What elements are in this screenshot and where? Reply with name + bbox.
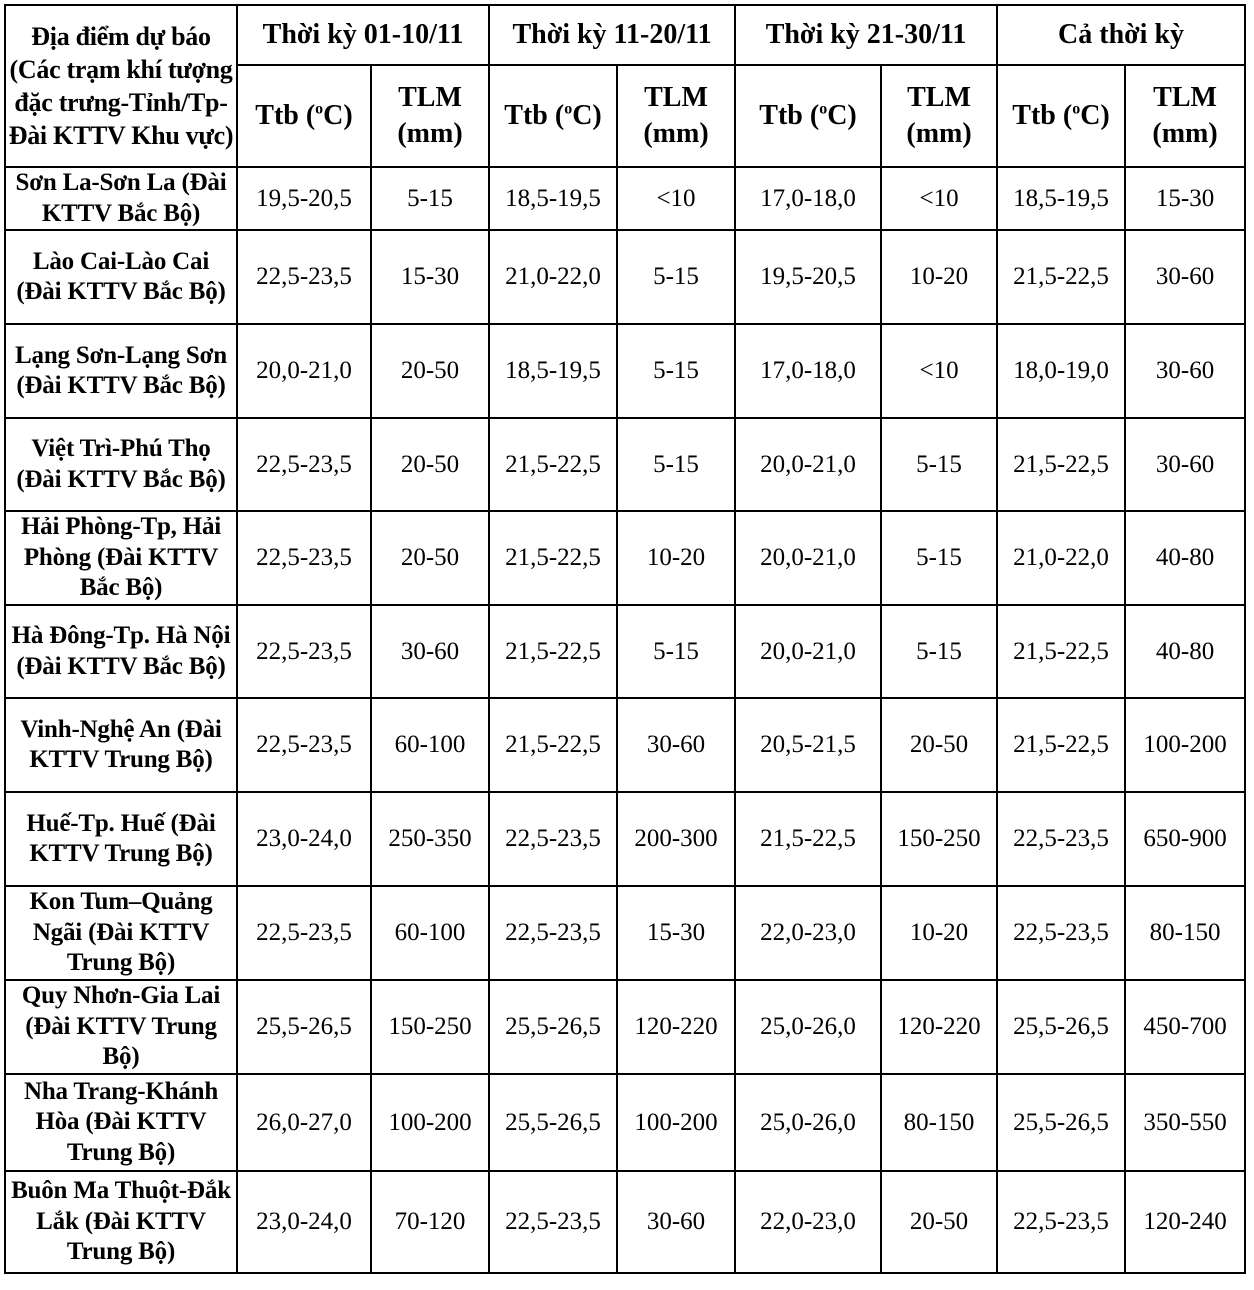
tlm-cell: 250-350 <box>371 792 489 886</box>
location-column-header: Địa điểm dự báo (Các trạm khí tượng đặc trưng-Tỉnh/Tp-Đài KTTV Khu vực) <box>5 5 237 167</box>
location-cell: Buôn Ma Thuột-Đắk Lắk (Đài KTTV Trung Bộ) <box>5 1171 237 1273</box>
table-header <box>5 5 1245 167</box>
tlm-cell: <10 <box>881 167 997 230</box>
tlm-cell: 15-30 <box>617 886 735 980</box>
ttb-cell: 18,5-19,5 <box>997 167 1125 230</box>
tlm-cell: 350-550 <box>1125 1074 1245 1171</box>
ttb-cell: 20,0-21,0 <box>735 511 881 605</box>
ttb-cell: 20,0-21,0 <box>735 418 881 511</box>
ttb-cell: 25,5-26,5 <box>997 1074 1125 1171</box>
ttb-cell: 19,5-20,5 <box>237 167 371 230</box>
tlm-cell: 100-200 <box>617 1074 735 1171</box>
table-body <box>5 167 1245 1273</box>
tlm-cell: 5-15 <box>881 418 997 511</box>
tlm-cell: 5-15 <box>881 511 997 605</box>
location-cell: Kon Tum–Quảng Ngãi (Đài KTTV Trung Bộ) <box>5 886 237 980</box>
ttb-column-header-period-3: Ttb ($^o$C) <box>735 65 881 167</box>
ttb-cell: 18,5-19,5 <box>489 167 617 230</box>
tlm-cell: 5-15 <box>617 324 735 418</box>
tlm-cell: 150-250 <box>881 792 997 886</box>
location-cell: Việt Trì-Phú Thọ (Đài KTTV Bắc Bộ) <box>5 418 237 511</box>
ttb-cell: 25,5-26,5 <box>489 980 617 1074</box>
location-cell: Huế-Tp. Huế (Đài KTTV Trung Bộ) <box>5 792 237 886</box>
period-header-2: Thời kỳ 11-20/11 <box>489 5 735 65</box>
table-row <box>5 980 1245 1074</box>
tlm-cell: 80-150 <box>1125 886 1245 980</box>
location-cell: Lào Cai-Lào Cai (Đài KTTV Bắc Bộ) <box>5 230 237 324</box>
table-row <box>5 324 1245 418</box>
tlm-cell: 100-200 <box>371 1074 489 1171</box>
table-row <box>5 1074 1245 1171</box>
location-cell: Sơn La-Sơn La (Đài KTTV Bắc Bộ) <box>5 167 237 230</box>
tlm-cell: 120-240 <box>1125 1171 1245 1273</box>
location-cell: Nha Trang-Khánh Hòa (Đài KTTV Trung Bộ) <box>5 1074 237 1171</box>
ttb-cell: 18,0-19,0 <box>997 324 1125 418</box>
ttb-cell: 26,0-27,0 <box>237 1074 371 1171</box>
ttb-cell: 21,0-22,0 <box>489 230 617 324</box>
tlm-column-header-period-3: TLM (mm) <box>881 65 997 167</box>
tlm-cell: 15-30 <box>371 230 489 324</box>
ttb-cell: 25,5-26,5 <box>237 980 371 1074</box>
tlm-cell: 5-15 <box>371 167 489 230</box>
ttb-cell: 22,5-23,5 <box>997 792 1125 886</box>
table-row <box>5 886 1245 980</box>
tlm-cell: 5-15 <box>881 605 997 698</box>
ttb-cell: 18,5-19,5 <box>489 324 617 418</box>
tlm-cell: <10 <box>881 324 997 418</box>
ttb-cell: 22,5-23,5 <box>489 886 617 980</box>
ttb-cell: 22,5-23,5 <box>489 1171 617 1273</box>
location-cell: Hà Đông-Tp. Hà Nội (Đài KTTV Bắc Bộ) <box>5 605 237 698</box>
ttb-cell: 25,0-26,0 <box>735 980 881 1074</box>
tlm-cell: 30-60 <box>371 605 489 698</box>
ttb-cell: 21,5-22,5 <box>997 418 1125 511</box>
period-header-3: Thời kỳ 21-30/11 <box>735 5 997 65</box>
tlm-cell: 20-50 <box>881 1171 997 1273</box>
ttb-cell: 20,0-21,0 <box>735 605 881 698</box>
ttb-cell: 22,5-23,5 <box>237 230 371 324</box>
ttb-cell: 22,5-23,5 <box>237 511 371 605</box>
tlm-cell: 60-100 <box>371 698 489 792</box>
location-cell: Hải Phòng-Tp, Hải Phòng (Đài KTTV Bắc Bộ) <box>5 511 237 605</box>
tlm-cell: 450-700 <box>1125 980 1245 1074</box>
table-row <box>5 792 1245 886</box>
ttb-cell: 22,0-23,0 <box>735 1171 881 1273</box>
tlm-cell: 10-20 <box>881 230 997 324</box>
ttb-cell: 20,5-21,5 <box>735 698 881 792</box>
table-row <box>5 230 1245 324</box>
ttb-column-header-period-2: Ttb ($^o$C) <box>489 65 617 167</box>
tlm-cell: 10-20 <box>617 511 735 605</box>
tlm-cell: 650-900 <box>1125 792 1245 886</box>
ttb-cell: 25,5-26,5 <box>489 1074 617 1171</box>
ttb-cell: 22,5-23,5 <box>237 698 371 792</box>
location-cell: Lạng Sơn-Lạng Sơn (Đài KTTV Bắc Bộ) <box>5 324 237 418</box>
ttb-cell: 22,5-23,5 <box>237 605 371 698</box>
tlm-cell: 20-50 <box>881 698 997 792</box>
ttb-cell: 22,5-23,5 <box>489 792 617 886</box>
tlm-cell: 40-80 <box>1125 511 1245 605</box>
table-row <box>5 605 1245 698</box>
ttb-cell: 22,5-23,5 <box>997 1171 1125 1273</box>
ttb-cell: 22,0-23,0 <box>735 886 881 980</box>
ttb-cell: 21,5-22,5 <box>997 230 1125 324</box>
ttb-cell: 19,5-20,5 <box>735 230 881 324</box>
tlm-cell: 150-250 <box>371 980 489 1074</box>
table-row <box>5 418 1245 511</box>
ttb-cell: 21,5-22,5 <box>489 511 617 605</box>
ttb-cell: 21,5-22,5 <box>997 698 1125 792</box>
tlm-cell: 120-220 <box>617 980 735 1074</box>
table-row <box>5 698 1245 792</box>
tlm-cell: <10 <box>617 167 735 230</box>
ttb-cell: 17,0-18,0 <box>735 324 881 418</box>
ttb-cell: 21,5-22,5 <box>489 418 617 511</box>
tlm-cell: 30-60 <box>617 698 735 792</box>
tlm-cell: 120-220 <box>881 980 997 1074</box>
ttb-cell: 17,0-18,0 <box>735 167 881 230</box>
ttb-cell: 23,0-24,0 <box>237 1171 371 1273</box>
tlm-cell: 10-20 <box>881 886 997 980</box>
tlm-cell: 5-15 <box>617 230 735 324</box>
tlm-cell: 200-300 <box>617 792 735 886</box>
tlm-cell: 30-60 <box>1125 230 1245 324</box>
ttb-cell: 21,5-22,5 <box>997 605 1125 698</box>
tlm-cell: 100-200 <box>1125 698 1245 792</box>
tlm-column-header-period-2: TLM (mm) <box>617 65 735 167</box>
ttb-cell: 20,0-21,0 <box>237 324 371 418</box>
tlm-cell: 5-15 <box>617 605 735 698</box>
tlm-cell: 60-100 <box>371 886 489 980</box>
ttb-cell: 21,5-22,5 <box>489 605 617 698</box>
ttb-cell: 21,0-22,0 <box>997 511 1125 605</box>
tlm-cell: 15-30 <box>1125 167 1245 230</box>
ttb-cell: 22,5-23,5 <box>237 886 371 980</box>
ttb-cell: 22,5-23,5 <box>237 418 371 511</box>
tlm-cell: 30-60 <box>1125 324 1245 418</box>
period-header-total: Cả thời kỳ <box>997 5 1245 65</box>
ttb-cell: 21,5-22,5 <box>735 792 881 886</box>
ttb-cell: 22,5-23,5 <box>997 886 1125 980</box>
tlm-cell: 80-150 <box>881 1074 997 1171</box>
ttb-cell: 21,5-22,5 <box>489 698 617 792</box>
period-header-1: Thời kỳ 01-10/11 <box>237 5 489 65</box>
ttb-cell: 25,0-26,0 <box>735 1074 881 1171</box>
table-row <box>5 511 1245 605</box>
table-row <box>5 167 1245 230</box>
tlm-cell: 20-50 <box>371 324 489 418</box>
tlm-cell: 20-50 <box>371 511 489 605</box>
table-row <box>5 1171 1245 1273</box>
ttb-cell: 23,0-24,0 <box>237 792 371 886</box>
tlm-cell: 30-60 <box>617 1171 735 1273</box>
tlm-column-header-period-total: TLM (mm) <box>1125 65 1245 167</box>
tlm-cell: 20-50 <box>371 418 489 511</box>
location-cell: Quy Nhơn-Gia Lai (Đài KTTV Trung Bộ) <box>5 980 237 1074</box>
ttb-cell: 25,5-26,5 <box>997 980 1125 1074</box>
ttb-column-header-period-total: Ttb ($^o$C) <box>997 65 1125 167</box>
forecast-table <box>4 4 1246 1274</box>
tlm-column-header-period-1: TLM (mm) <box>371 65 489 167</box>
location-cell: Vinh-Nghệ An (Đài KTTV Trung Bộ) <box>5 698 237 792</box>
tlm-cell: 70-120 <box>371 1171 489 1273</box>
tlm-cell: 30-60 <box>1125 418 1245 511</box>
tlm-cell: 40-80 <box>1125 605 1245 698</box>
tlm-cell: 5-15 <box>617 418 735 511</box>
ttb-column-header-period-1: Ttb ($^o$C) <box>237 65 371 167</box>
